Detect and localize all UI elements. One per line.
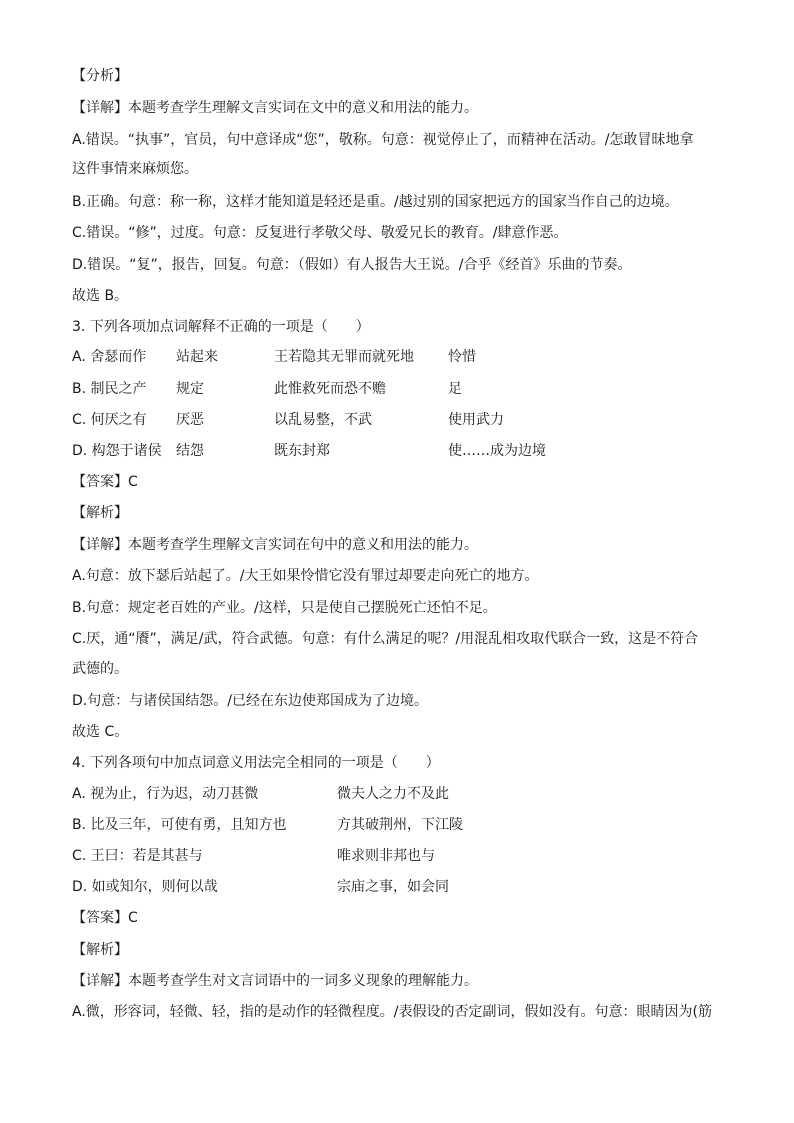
choice-conclusion: 故选 C。 [72,724,129,740]
q3-option-phrase: A. 舍瑟而作 [72,349,147,365]
option-a-explanation-cont: 这件事情来麻烦您。 [72,161,198,177]
q4-option-sentence: B. 比及三年，可使有勇，且知方也 [72,817,287,833]
q4-option-sentence: A. 视为止，行为迟，动刀甚微 [72,786,259,802]
answer-label: 【答案】C [72,910,138,926]
analysis-heading: 【解析】 [72,505,128,521]
q4-option-sentence: D. 如或知尔，则何以哉 [72,879,218,895]
question-3: 3. 下列各项加点词解释不正确的一项是（ ） [72,319,370,335]
q4-option-sentence-2: 方其破荆州，下江陵 [337,817,463,833]
q3-option-phrase: D. 构怨于诸侯 [72,443,162,459]
detail-paragraph: 【详解】本题考查学生理解文言实词在文中的意义和用法的能力。 [72,100,478,116]
q3-option-gloss-2: 怜惜 [448,349,476,365]
option-b-explanation: B.句意：规定老百姓的产业。/这样，只是使自己摆脱死亡还怕不足。 [72,600,497,616]
detail-paragraph: 【详解】本题考查学生对文言词语中的一词多义现象的理解能力。 [72,973,478,989]
option-d-explanation: D.句意：与诸侯国结怨。/已经在东边使郑国成为了边境。 [72,693,428,709]
q4-option-sentence-2: 微夫人之力不及此 [337,786,449,802]
q3-option-phrase: C. 何厌之有 [72,412,147,428]
q4-option-sentence: C. 王曰：若是其甚与 [72,848,203,864]
q3-option-phrase-2: 王若隐其无罪而就死地 [274,349,414,365]
q3-option-gloss: 结怨 [176,443,204,459]
q4-option-sentence-2: 唯求则非邦也与 [337,848,435,864]
q3-option-phrase-2: 此惟救死而恐不赡 [274,381,386,397]
option-b-explanation: B.正确。句意：称一称，这样才能知道是轻还是重。/越过别的国家把远方的国家当作自己的边境。 [72,194,679,210]
analysis-heading: 【分析】 [72,68,128,84]
q3-option-gloss: 厌恶 [176,412,204,428]
q3-option-phrase: B. 制民之产 [72,381,147,397]
q4-option-sentence-2: 宗庙之事，如会同 [337,879,449,895]
answer-label: 【答案】C [72,474,138,490]
option-a-explanation: A.微，形容词，轻微、轻，指的是动作的轻微程度。/表假设的否定副词，假如没有。句意：眼睛因为(筋 [72,1004,712,1020]
detail-paragraph: 【详解】本题考查学生理解文言实词在句中的意义和用法的能力。 [72,537,478,553]
q3-option-gloss: 规定 [176,381,204,397]
q3-option-gloss-2: 使用武力 [448,412,504,428]
option-c-explanation: C.错误。“修”，过度。句意：反复进行孝敬父母、敬爱兄长的教育。/肆意作恶。 [72,225,568,241]
question-4: 4. 下列各项句中加点词意义用法完全相同的一项是（ ） [72,755,440,771]
q3-option-phrase-2: 以乱易整，不武 [274,412,372,428]
choice-conclusion: 故选 B。 [72,288,129,304]
option-a-explanation: A.错误。“执事”，官员，句中意译成“您”，敬称。句意：视觉停止了，而精神在活动。/怎敢冒昧地拿 [72,132,694,148]
q3-option-gloss-2: 足 [448,381,462,397]
option-c-explanation-cont: 武德的。 [72,661,128,677]
q3-option-gloss: 站起来 [176,349,218,365]
option-a-explanation: A.句意：放下瑟后站起了。/大王如果怜惜它没有罪过却要走向死亡的地方。 [72,568,539,584]
option-c-explanation: C.厌，通“餍”，满足/武，符合武德。句意：有什么满足的呢？/用混乱相攻取代联合一致，这是不符合 [72,631,699,647]
q3-option-gloss-2: 使……成为边境 [448,443,546,459]
q3-option-phrase-2: 既东封郑 [274,443,330,459]
analysis-heading: 【解析】 [72,942,128,958]
option-d-explanation: D.错误。“复”，报告，回复。句意：（假如）有人报告大王说。/合乎《经首》乐曲的节奏。 [72,257,632,273]
